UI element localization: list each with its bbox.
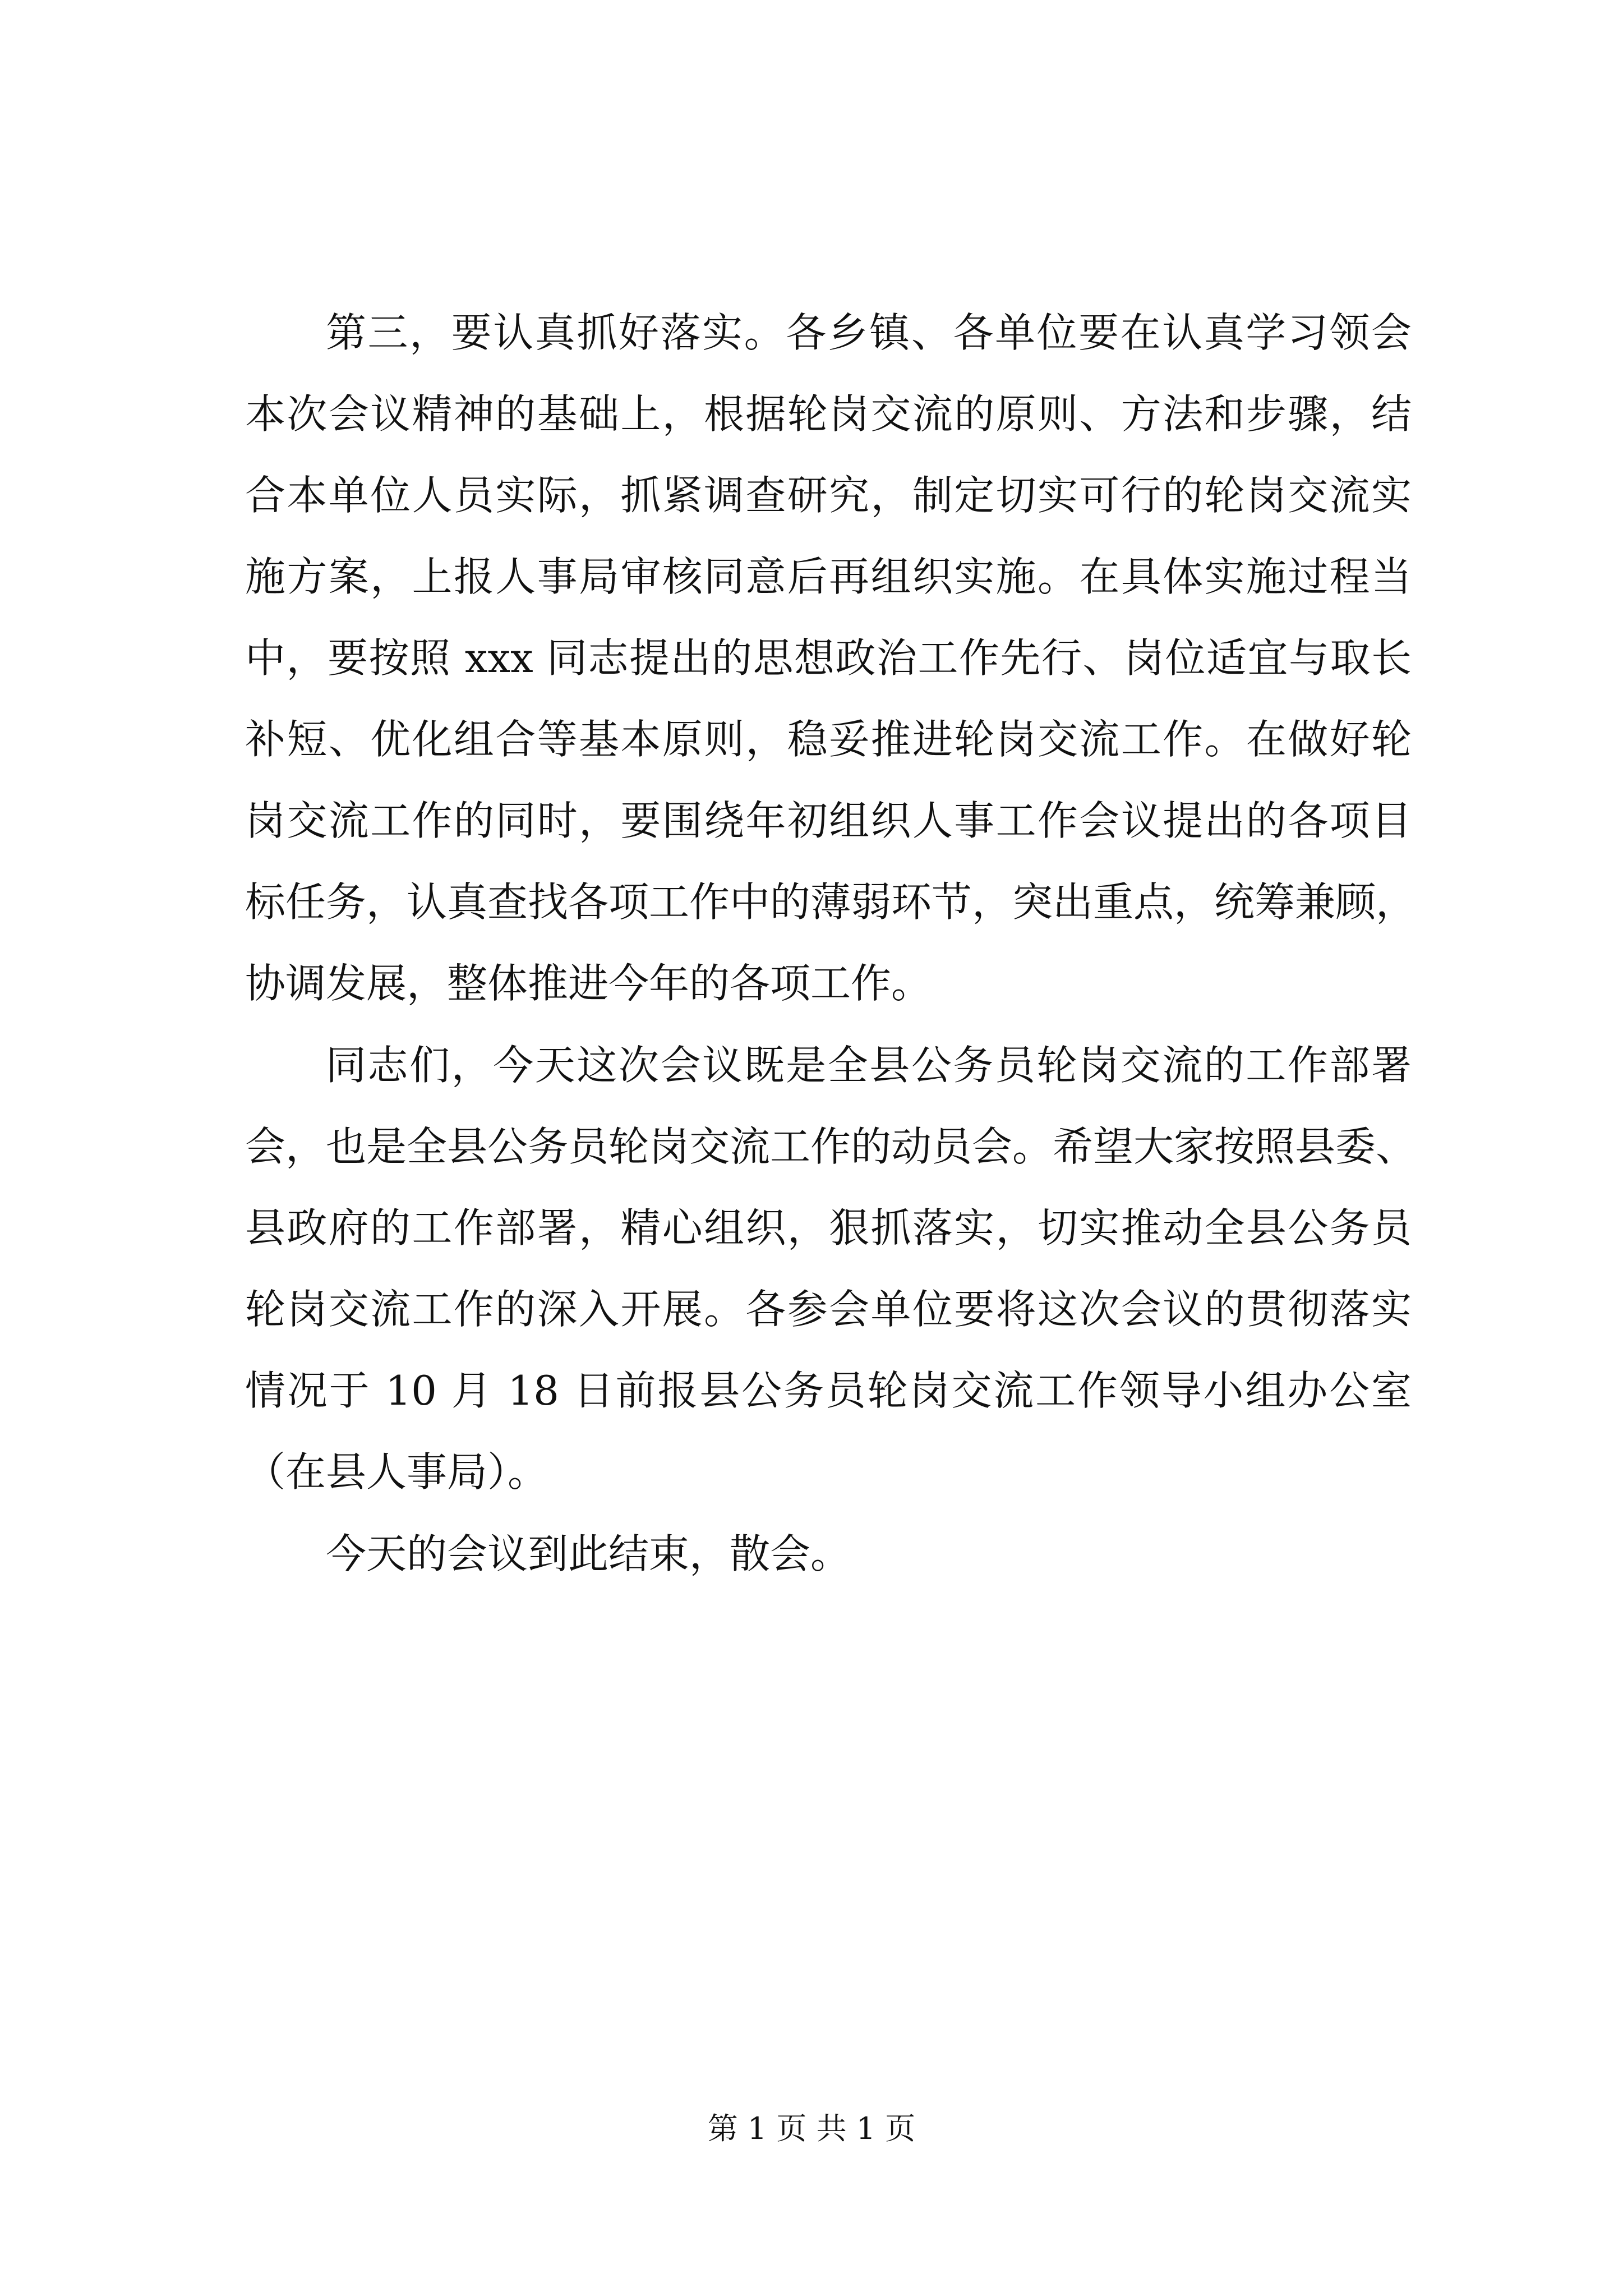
text-line: 岗交流工作的同时，要围绕年初组织人事工作会议提出的各项目 bbox=[245, 797, 1412, 844]
text-line: 协调发展，整体推进今年的各项工作。 bbox=[245, 960, 932, 1007]
text-line: 中，要按照 xxx 同志提出的思想政治工作先行、岗位适宜与取长 bbox=[245, 634, 1412, 682]
text-line: 本次会议精神的基础上，根据轮岗交流的原则、方法和步骤，结 bbox=[245, 390, 1412, 438]
text-line: 补短、优化组合等基本原则，稳妥推进轮岗交流工作。在做好轮 bbox=[245, 716, 1412, 763]
text-line: 情况于 10 月 18 日前报县公务员轮岗交流工作领导小组办公室 bbox=[245, 1367, 1412, 1414]
document-body bbox=[245, 295, 1417, 1577]
text-line: 同志们，今天这次会议既是全县公务员轮岗交流的工作部署 bbox=[326, 1042, 1412, 1089]
text-line: 第三，要认真抓好落实。各乡镇、各单位要在认真学习领会 bbox=[326, 309, 1412, 356]
text-line: 标任务，认真查找各项工作中的薄弱环节，突出重点，统筹兼顾， bbox=[245, 878, 1417, 926]
text-line: 今天的会议到此结束，散会。 bbox=[326, 1530, 851, 1577]
text-line: 合本单位人员实际，抓紧调查研究，制定切实可行的轮岗交流实 bbox=[245, 472, 1412, 519]
text-line: 轮岗交流工作的深入开展。各参会单位要将这次会议的贯彻落实 bbox=[245, 1286, 1412, 1333]
text-line: （在县人事局）。 bbox=[245, 1448, 548, 1496]
page-footer: 第 1 页 共 1 页 bbox=[707, 2111, 916, 2146]
text-line: 施方案，上报人事局审核同意后再组织实施。在具体实施过程当 bbox=[245, 553, 1412, 600]
text-line: 会，也是全县公务员轮岗交流工作的动员会。希望大家按照县委、 bbox=[245, 1123, 1417, 1170]
text-line: 县政府的工作部署，精心组织，狠抓落实，切实推动全县公务员 bbox=[245, 1204, 1412, 1251]
